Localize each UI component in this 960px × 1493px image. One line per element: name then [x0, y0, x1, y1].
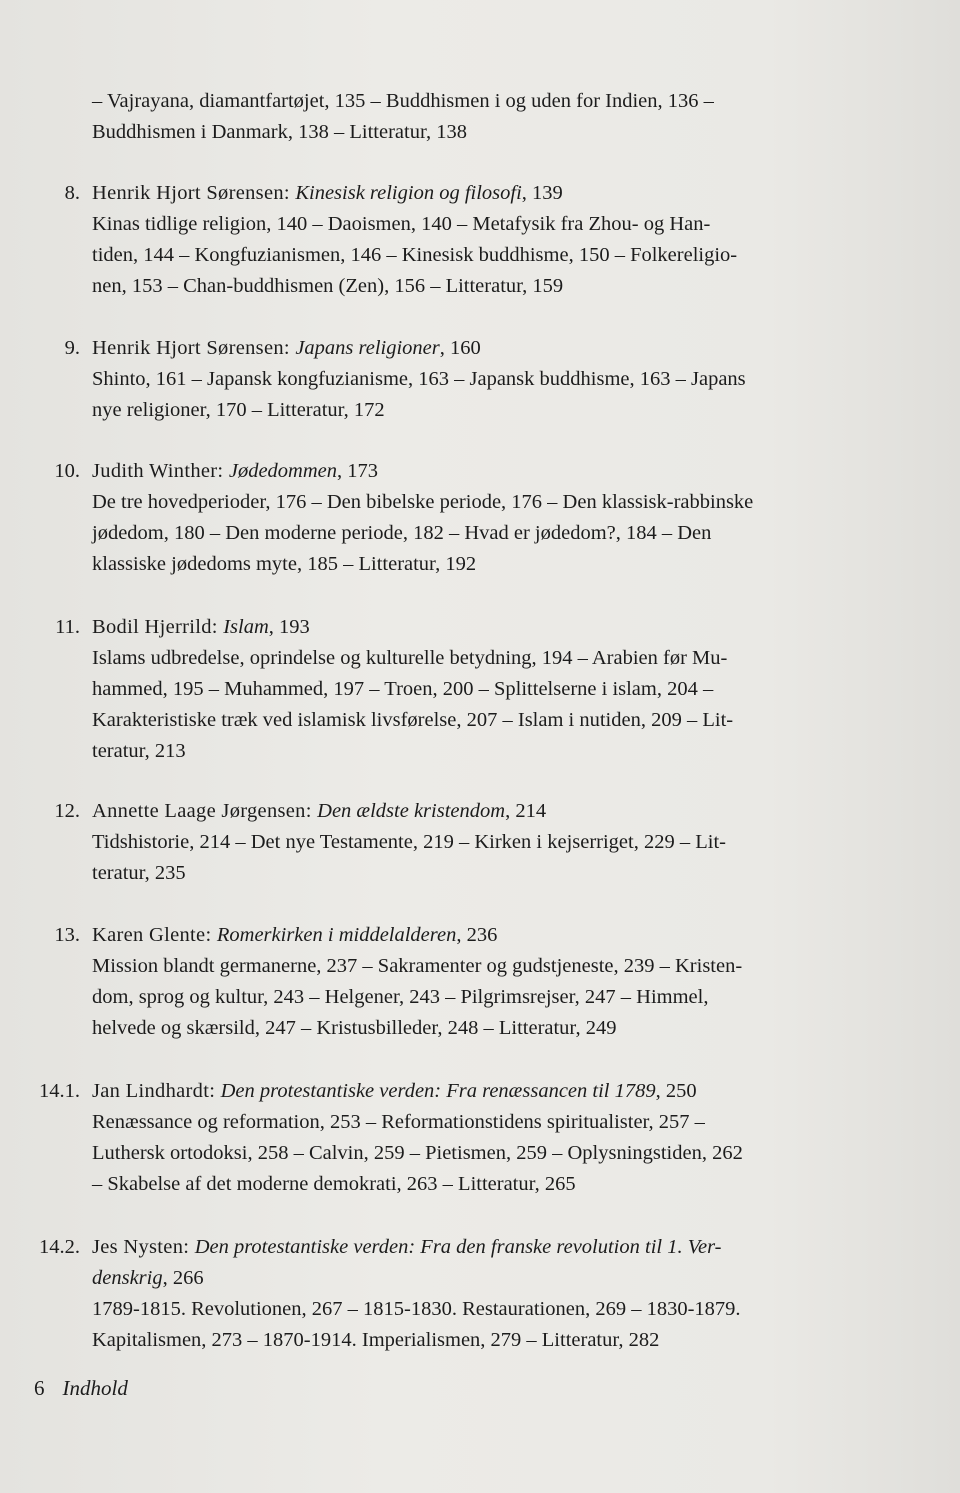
entry-line: 1789-1815. Revolutionen, 267 – 1815-1830. Restaurationen, 269 – 1830-1879. [92, 1298, 741, 1320]
entry-author: Karen Glente: [92, 924, 217, 946]
entry-author: Henrik Hjort Sørensen: [92, 182, 296, 204]
entry-number: 13. [54, 924, 80, 946]
entry-line: klassiske jødedoms myte, 185 – Litteratur, 192 [92, 553, 477, 575]
entry-line: – Skabelse af det moderne demokrati, 263 – Litteratur, 265 [92, 1173, 576, 1195]
entry-line: hammed, 195 – Muhammed, 197 – Troen, 200 – Splittelserne i islam, 204 – [92, 678, 714, 700]
continuation-line: – Vajrayana, diamantfartøjet, 135 – Buddhismen i og uden for Indien, 136 – [92, 90, 714, 112]
entry-number: 12. [54, 800, 80, 822]
entry-line: nen, 153 – Chan-buddhismen (Zen), 156 – Litteratur, 159 [92, 275, 564, 297]
entry-author: Jan Lindhardt: [92, 1080, 221, 1102]
entry-number: 9. [64, 337, 80, 359]
entry-title: Den protestantiske verden: Fra den franske revolution til 1. Ver- [194, 1236, 722, 1258]
continuation-line: Buddhismen i Danmark, 138 – Litteratur, 138 [92, 121, 467, 143]
entry-page: , 139 [521, 182, 563, 204]
entry-line: helvede og skærsild, 247 – Kristusbilleder, 248 – Litteratur, 249 [92, 1017, 617, 1039]
entry-page: , 250 [655, 1080, 697, 1102]
entry-line: teratur, 235 [92, 862, 186, 884]
entry-heading [92, 1232, 837, 1263]
entry-line: Kinas tidlige religion, 140 – Daoismen, 140 – Metafysik fra Zhou- og Han- [92, 213, 711, 235]
entry-heading [92, 920, 837, 951]
entry-heading [92, 612, 837, 643]
entry-line: Islams udbredelse, oprindelse og kulturelle betydning, 194 – Arabien før Mu- [92, 647, 728, 669]
entry-title: Den protestantiske verden: Fra renæssancen til 1789 [220, 1080, 656, 1102]
page-footer [34, 1376, 128, 1401]
entry-page: , 173 [337, 460, 378, 482]
footer-page-number: 6 [34, 1376, 45, 1400]
entry-page: , 236 [456, 924, 498, 946]
entry-heading [92, 178, 837, 209]
entry-page: , 193 [268, 616, 310, 638]
entry-author: Jes Nysten: [92, 1236, 195, 1258]
entry-heading [92, 456, 837, 487]
entry-number: 14.1. [39, 1080, 80, 1102]
entry-heading [92, 333, 837, 364]
entry-number: 14.2. [39, 1236, 80, 1258]
entry-author: Annette Laage Jørgensen: [92, 800, 318, 822]
entry-line: Tidshistorie, 214 – Det nye Testamente, 219 – Kirken i kejserriget, 229 – Lit- [92, 831, 726, 853]
entry-page: , 266 [162, 1267, 204, 1289]
entry-page: , 214 [505, 800, 547, 822]
entry-line: Karakteristiske træk ved islamisk livsførelse, 207 – Islam i nutiden, 209 – Lit- [92, 709, 734, 731]
entry-line: jødedom, 180 – Den moderne periode, 182 – Hvad er jødedom?, 184 – Den [92, 522, 712, 544]
entry-line: Shinto, 161 – Japansk kongfuzianisme, 163 – Japansk buddhisme, 163 – Japans [92, 368, 746, 390]
entry-line: Luthersk ortodoksi, 258 – Calvin, 259 – Pietismen, 259 – Oplysningstiden, 262 [92, 1142, 743, 1164]
entry-heading [92, 796, 837, 827]
footer-label: Indhold [62, 1376, 128, 1400]
entry-line: teratur, 213 [92, 740, 186, 762]
entry-number: 10. [54, 460, 80, 482]
entry-heading [92, 1076, 837, 1107]
entry-author: Judith Winther: [92, 460, 229, 482]
entry-title: Kinesisk religion og filosofi [295, 182, 522, 204]
entry-title: Romerkirken i middelalderen [216, 924, 457, 946]
entry-title-cont: denskrig [92, 1267, 163, 1289]
entry-author: Bodil Hjerrild: [92, 616, 224, 638]
entry-line: Kapitalismen, 273 – 1870-1914. Imperialismen, 279 – Litteratur, 282 [92, 1329, 660, 1351]
entry-number: 8. [64, 182, 80, 204]
entry-line: dom, sprog og kultur, 243 – Helgener, 243 – Pilgrimsrejser, 247 – Himmel, [92, 986, 709, 1008]
entry-line: De tre hovedperioder, 176 – Den bibelske periode, 176 – Den klassisk-rabbinske [92, 491, 754, 513]
entry-line: tiden, 144 – Kongfuzianismen, 146 – Kinesisk buddhisme, 150 – Folkereligio- [92, 244, 738, 266]
entry-line: nye religioner, 170 – Litteratur, 172 [92, 399, 385, 421]
entry-line: Renæssance og reformation, 253 – Reformationstidens spiritualister, 257 – [92, 1111, 705, 1133]
entry-number: 11. [55, 616, 80, 638]
entry-page: , 160 [439, 337, 481, 359]
entry-title: Jødedommen [228, 460, 337, 482]
continuation-text [92, 86, 832, 148]
entry-author: Henrik Hjort Sørensen: [92, 337, 296, 359]
entry-title: Islam [223, 616, 269, 638]
entry-line: Mission blandt germanerne, 237 – Sakramenter og gudstjeneste, 239 – Kristen- [92, 955, 743, 977]
entry-heading-cont [92, 1263, 837, 1294]
entry-title: Den ældste kristendom [317, 800, 506, 822]
entry-title: Japans religioner [295, 337, 440, 359]
